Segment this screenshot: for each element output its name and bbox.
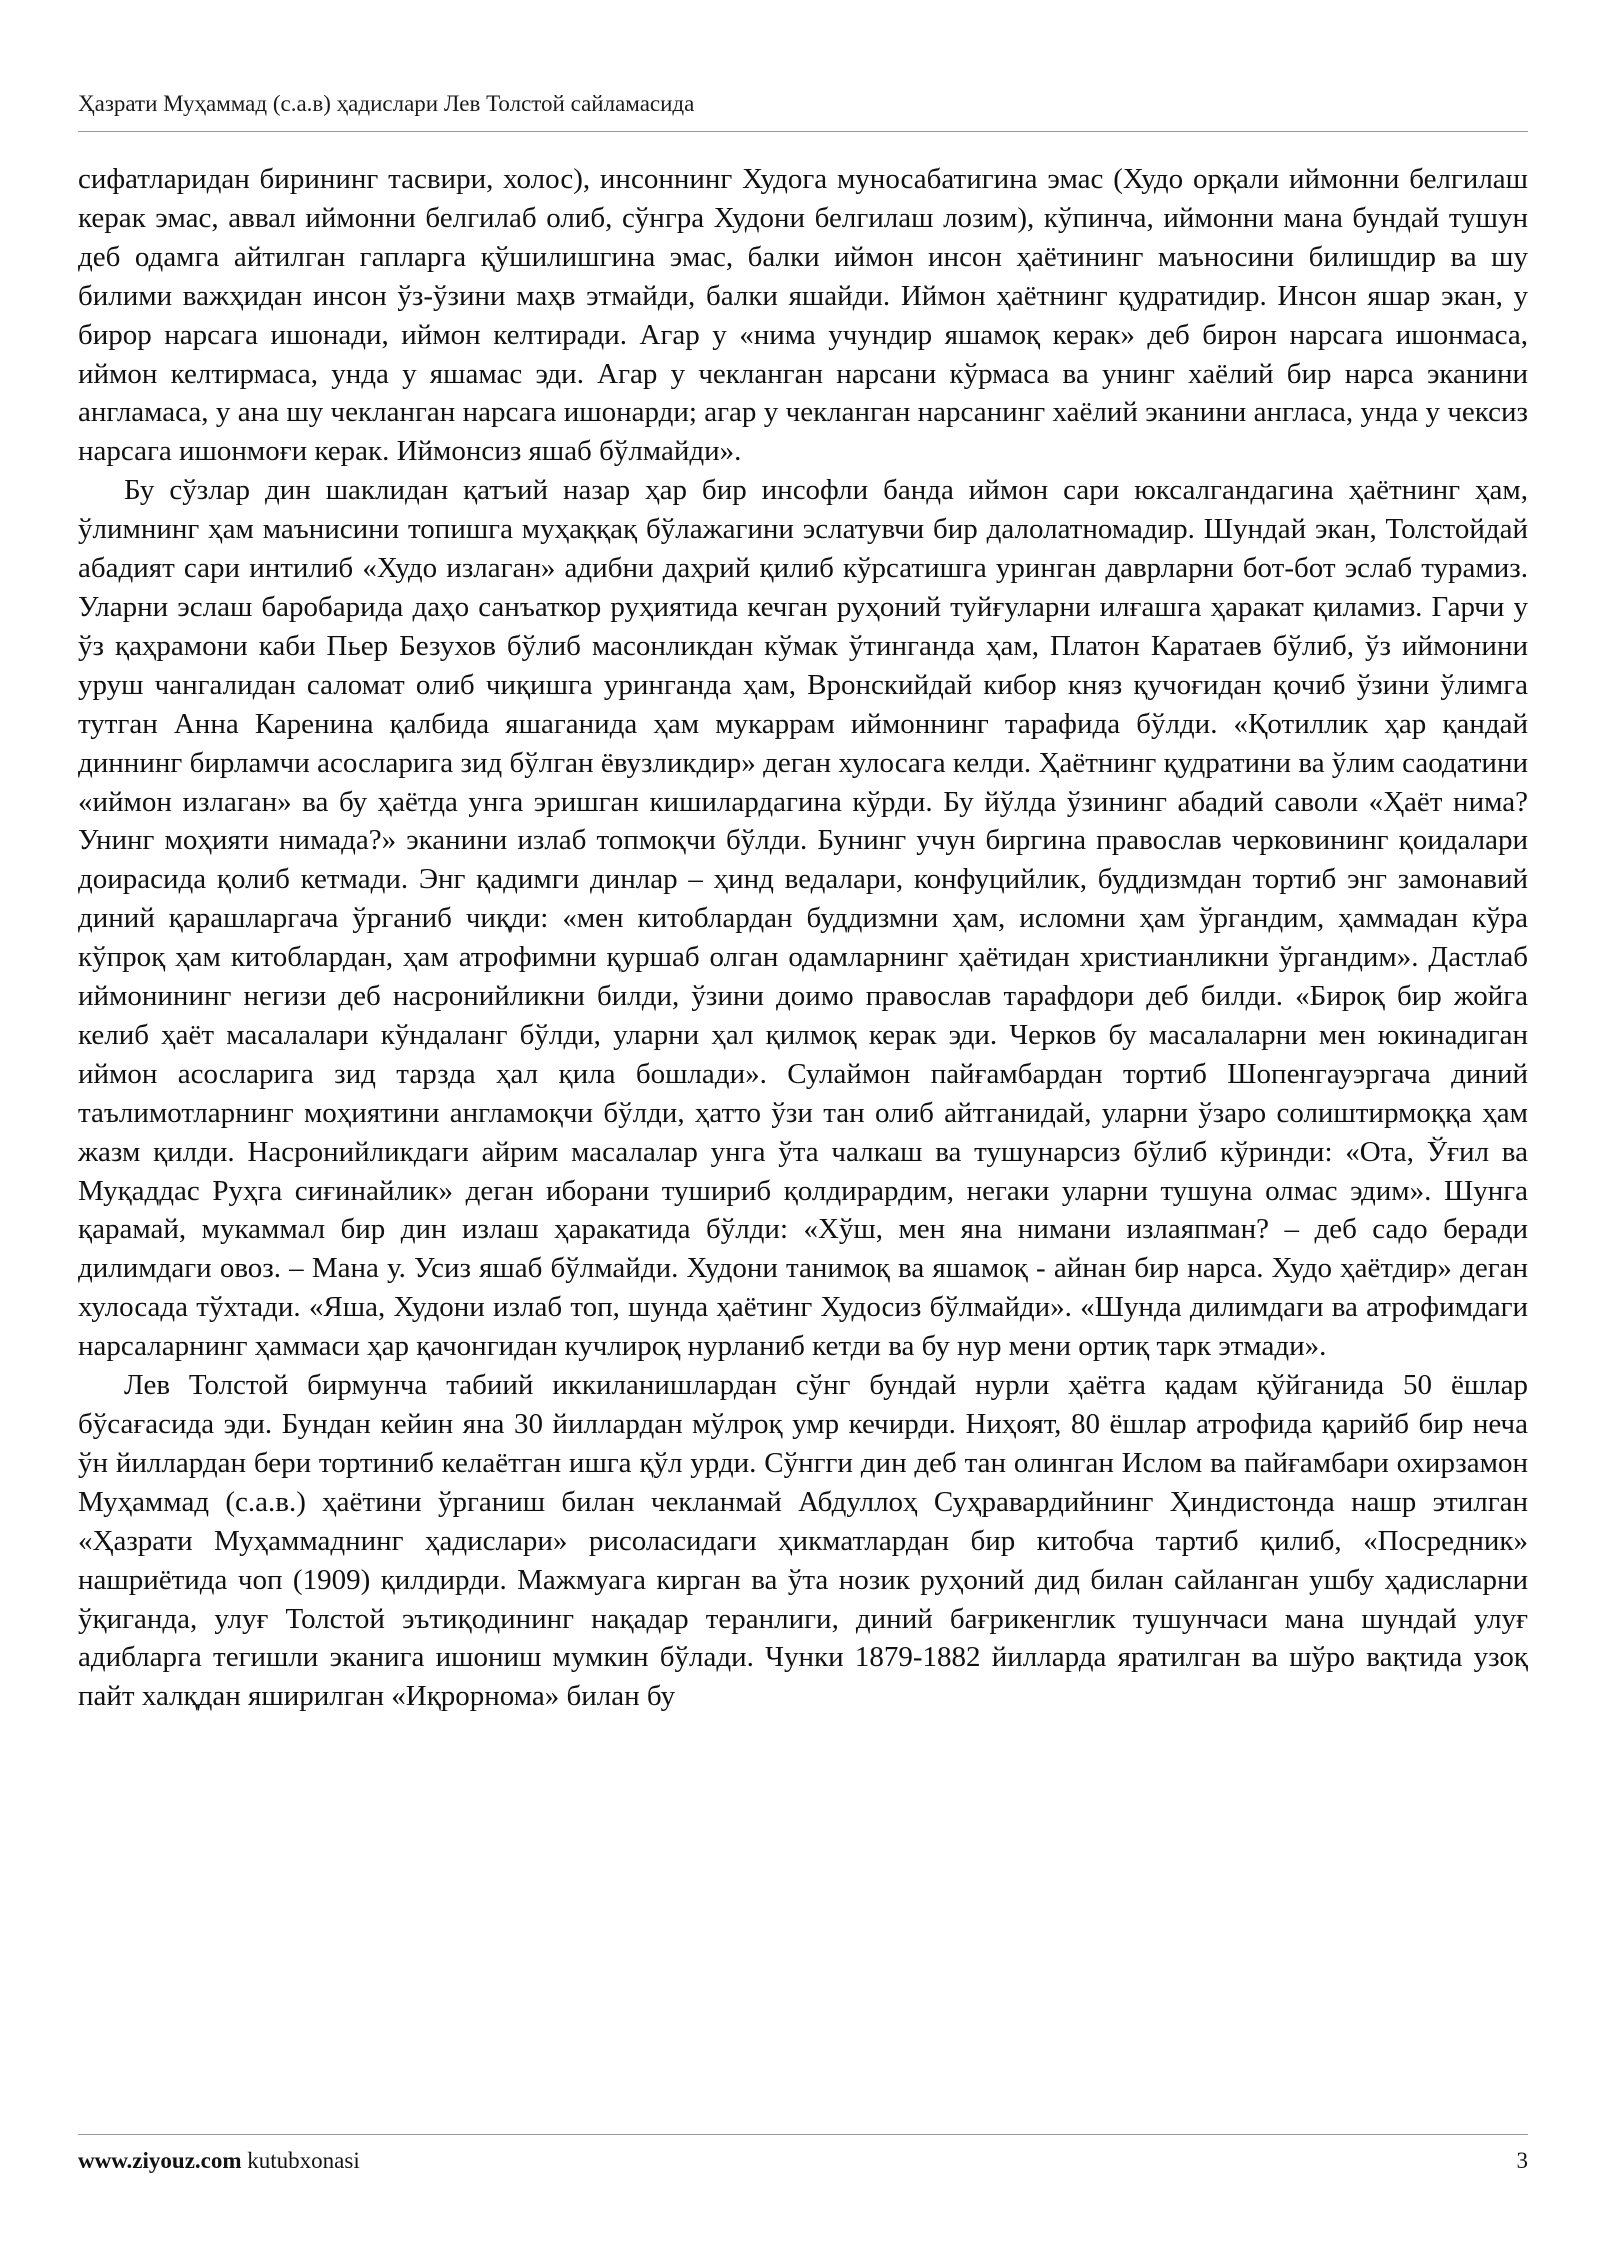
page-number: 3 — [1516, 2148, 1528, 2173]
footer-site-suffix: kutubxonasi — [241, 2148, 360, 2173]
header-divider — [78, 131, 1528, 132]
paragraph-3: Лев Толстой бирмунча табиий иккиланишлардан сўнг бундай нурли ҳаётга қадам қўйганида 50 ёшлар бўсағасида эди. Бундан кейин яна 30 йиллардан мўлроқ умр кечирди. Ниҳоят, 80 ёшлар атрофида қарийб бир неча ўн йиллардан бери тортиниб келаётган ишга қўл урди. Сўнгги дин деб тан олинган Ислом ва пайғамбари охирзамон Муҳаммад (с.а.в.) ҳаётини ўрганиш билан чекланмай Абдуллоҳ Суҳравардийнинг Ҳиндистонда нашр этилган «Ҳазрати Муҳаммаднинг ҳадислари» рисоласидаги ҳикматлардан бир китобча тартиб қилиб, «Посредник» нашриётида чоп (1909) қилдирди. Мажмуага кирган ва ўта нозик руҳоний дид билан сайланган ушбу ҳадисларни ўқиганда, улуғ Толстой эътиқодининг нақадар теранлиги, диний бағрикенглик тушунчаси мана шундай улуғ адибларга тегишли эканига ишониш мумкин бўлади. Чунки 1879-1882 йилларда яратилган ва шўро вақтида узоқ пайт халқдан яширилган «Иқрорнома» билан бу — [78, 1369, 1528, 1713]
page-footer — [78, 2147, 1528, 2175]
paragraph-2: Бу сўзлар дин шаклидан қатъий назар ҳар бир инсофли банда иймон сари юксалгандагина ҳаётнинг ҳам, ўлимнинг ҳам маънисини топишга муҳаққақ бўлажагини эслатувчи бир далолатномадир. Шундай экан, Толстойдай абадият сари интилиб «Худо излаган» адибни даҳрий қилиб кўрсатишга уринган даврларни бот-бот эслаб турамиз. Уларни эслаш баробарида даҳо санъаткор руҳиятида кечган руҳоний туйғуларни илғашга ҳаракат қиламиз. Гарчи у ўз қаҳрамони каби Пьер Безухов бўлиб масонликдан кўмак ўтинганда ҳам, Платон Каратаев бўлиб, ўз иймонини уруш чангалидан саломат олиб чиқишга уринганда ҳам, Вронскийдай кибор княз қучоғидан қочиб ўзини ўлимга тутган Анна Каренина қалбида яшаганида ҳам мукаррам иймоннинг тарафида бўлди. «Қотиллик ҳар қандай диннинг бирламчи асосларига зид бўлган ёвузликдир» деган хулосага келди. Ҳаётнинг қудратини ва ўлим саодатини «иймон излаган» ва бу ҳаётда унга эришган кишилардагина кўрди. Бу йўлда ўзининг абадий саволи «Ҳаёт нима? Унинг моҳияти нимада?» эканини излаб топмоқчи бўлди. Бунинг учун биргина православ черковининг қоидалари доирасида қолиб кетмади. Энг қадимги динлар – ҳинд ведалари, конфуцийлик, буддизмдан тортиб энг замонавий диний қарашларгача ўрганиб чиқди: «мен китоблардан буддизмни ҳам, исломни ҳам ўргандим, ҳаммадан кўра кўпроқ ҳам китоблардан, ҳам атрофимни қуршаб олган одамларнинг ҳаётидан христианликни ўргандим». Дастлаб иймонининг негизи деб насронийликни билди, ўзини доимо православ тарафдори деб билди. «Бироқ бир жойга келиб ҳаёт масалалари кўндаланг бўлди, уларни ҳал қилмоқ керак эди. Черков бу масалаларни мен юкинадиган иймон асосларига зид тарзда ҳал қила бошлади». Сулаймон пайғамбардан тортиб Шопенгауэргача диний таълимотларнинг моҳиятини англамоқчи бўлди, ҳатто ўзи тан олиб айтганидай, уларни ўзаро солиштирмоққа ҳам жазм қилди. Насронийликдаги айрим масалалар унга ўта чалкаш ва тушунарсиз бўлиб кўринди: «Ота, Ўғил ва Муқаддас Руҳга сиғинайлик» деган иборани тушириб қолдирардим, негаки уларни тушуна олмас эдим». Шунга қарамай, мукаммал бир дин излаш ҳаракатида бўлди: «Хўш, мен яна нимани излаяпман? – деб садо беради дилимдаги овоз. – Мана у. Усиз яшаб бўлмайди. Худони танимоқ ва яшамоқ - айнан бир нарса. Худо ҳаётдир» деган хулосада тўхтади. «Яша, Худони излаб топ, шунда ҳаётинг Худосиз бўлмайди». «Шунда дилимдаги ва атрофимдаги нарсаларнинг ҳаммаси ҳар қачонгидан кучлироқ нурланиб кетди ва бу нур мени ортиқ тарк этмади». — [78, 474, 1528, 1363]
document-body — [78, 160, 1528, 1716]
page-header-title: Ҳазрати Муҳаммад (с.а.в) ҳадислари Лев Толстой сайламасида — [78, 91, 695, 116]
footer-site-link[interactable]: www.ziyouz.com — [78, 2148, 242, 2173]
footer-divider — [78, 2134, 1528, 2135]
paragraph-1: сифатларидан бирининг тасвири, холос), инсоннинг Худога муносабатигина эмас (Худо орқали иймонни белгилаш керак эмас, аввал иймонни белгилаб олиб, сўнгра Худони белгилаш лозим), кўпинча, иймонни мана бундай тушун деб одамга айтилган гапларга қўшилишгина эмас, балки иймон инсон ҳаётининг маъносини билишдир ва шу билими важҳидан инсон ўз-ўзини маҳв этмайди, балки яшайди. Иймон ҳаётнинг қудратидир. Инсон яшар экан, у бирор нарсага ишонади, иймон келтиради. Агар у «нима учундир яшамоқ керак» деб бирон нарсага ишонмаса, иймон келтирмаса, унда у яшамас эди. Агар у чекланган нарсани кўрмаса ва унинг хаёлий бир нарса эканини англамаса, у ана шу чекланган нарсага ишонарди; агар у чекланган нарсанинг хаёлий эканини англаса, унда у чексиз нарсага ишонмоғи керак. Иймонсиз яшаб бўлмайди». — [78, 163, 1528, 468]
